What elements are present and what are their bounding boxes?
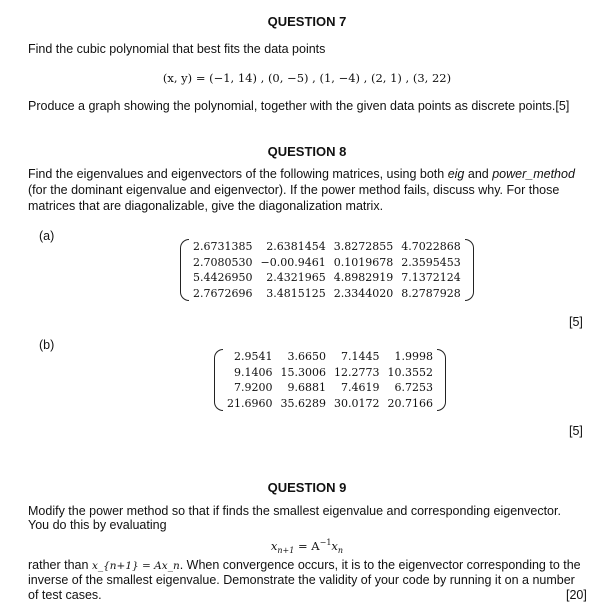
matrix-cell: 4.8982919 [333,271,394,284]
part-b-marks: [5] [569,424,583,438]
matrix-cell: 3.8272855 [333,240,394,253]
eq-operator: = A [294,538,320,553]
matrix-cell: 15.3006 [280,365,326,379]
matrix-cell: 30.0172 [334,396,380,410]
matrix-cell: 10.3552 [387,365,433,379]
part-a-marks: [5] [569,315,583,329]
matrix-cell: 6.7253 [394,381,433,394]
question-9-heading: QUESTION 9 [267,480,347,495]
question-9-line-5: of test cases. [28,588,102,602]
question-8-line-3: matrices that are diagonalizable, give the diagonalization matrix. [28,199,384,213]
left-parenthesis [180,239,189,301]
matrix-row [223,365,437,381]
question-7-data-points: (x, y) = (−1, 14) , (0, −5) , (1, −4) , (2, 1) , (3, 22) [162,71,452,85]
matrix-cell: 2.6381454 [266,240,326,253]
eig-function-name: eig [447,167,465,181]
matrix-cell: 35.6289 [280,396,326,410]
matrix-cell: 20.7166 [387,396,433,410]
question-7-heading: QUESTION 7 [267,14,347,29]
matrix-a [180,239,474,301]
matrix-row [223,396,437,412]
matrix-cell: 2.3595453 [401,255,461,269]
matrix-row [189,286,465,302]
power-method-function-name: power_method [492,167,575,181]
matrix-a-table [189,239,465,301]
matrix-cell: 1.9998 [394,350,433,363]
eq-lhs-sub: n+1 [277,546,295,556]
question-9-marks: [20] [566,588,587,602]
matrix-cell: 2.7672696 [193,286,253,300]
matrix-row [189,270,465,286]
question-8-line-2: (for the dominant eigenvalue and eigenvector). If the power method fails, discuss why. For those [28,183,560,197]
question-7-task: Produce a graph showing the polynomial, together with the given data points as discrete points.[5] [28,99,570,113]
matrix-row [189,239,465,255]
question-9-text: rather than [28,558,92,572]
matrix-cell: −0.00.9461 [260,255,326,269]
matrix-cell: 7.4619 [341,381,380,394]
question-8-text: and [464,167,493,181]
matrix-cell: 7.9200 [234,381,273,394]
matrix-cell: 5.4426950 [193,271,253,284]
matrix-row [223,349,437,365]
matrix-cell: 3.4815125 [266,286,326,300]
matrix-cell: 7.1445 [341,350,380,363]
eq-rhs-sub: n [337,546,344,556]
matrix-cell: 7.1372124 [401,271,461,284]
question-8-heading: QUESTION 8 [267,144,347,159]
left-parenthesis [214,349,223,411]
matrix-cell: 0.1019678 [333,255,394,269]
matrix-cell: 9.1406 [234,365,273,379]
question-8-line-1 [28,166,598,182]
matrix-cell: 2.7080530 [193,255,253,269]
question-9-equation [0,535,614,559]
inline-formula: x_{n+1} = Ax_n [91,560,180,572]
eq-lhs-var: x [270,538,278,553]
matrix-b [214,349,446,411]
matrix-cell: 12.2773 [334,365,380,379]
matrix-row [223,380,437,396]
matrix-cell: 4.7022868 [401,240,461,253]
eq-rhs-var: x [331,538,338,553]
right-parenthesis [465,239,474,301]
matrix-cell: 2.4321965 [266,271,326,284]
matrix-row [189,255,465,271]
matrix-cell: 21.6960 [227,396,273,410]
question-8-text: Find the eigenvalues and eigenvectors of the following matrices, using both [28,167,448,181]
matrix-cell: 3.6650 [287,350,326,363]
matrix-b-table [223,349,437,411]
part-a-label: (a) [39,229,55,243]
matrix-cell: 2.6731385 [193,240,253,253]
question-9-line-2: You do this by evaluating [28,518,167,532]
question-7-prompt: Find the cubic polynomial that best fits the data points [28,42,326,56]
question-9-line-4: inverse of the smallest eigenvalue. Demonstrate the validity of your code by running it on a number [28,573,575,587]
question-9-text: . When convergence occurs, it is to the eigenvector corresponding to the [179,558,581,572]
question-9-line-1: Modify the power method so that if finds the smallest eigenvalue and corresponding eigenvector. [28,504,561,518]
matrix-cell: 8.2787928 [401,286,461,300]
eq-exponent: −1 [319,538,332,547]
part-b-label: (b) [39,338,55,352]
matrix-cell: 2.3344020 [333,286,394,300]
matrix-cell: 9.6881 [287,381,326,394]
right-parenthesis [437,349,446,411]
matrix-cell: 2.9541 [234,350,273,363]
